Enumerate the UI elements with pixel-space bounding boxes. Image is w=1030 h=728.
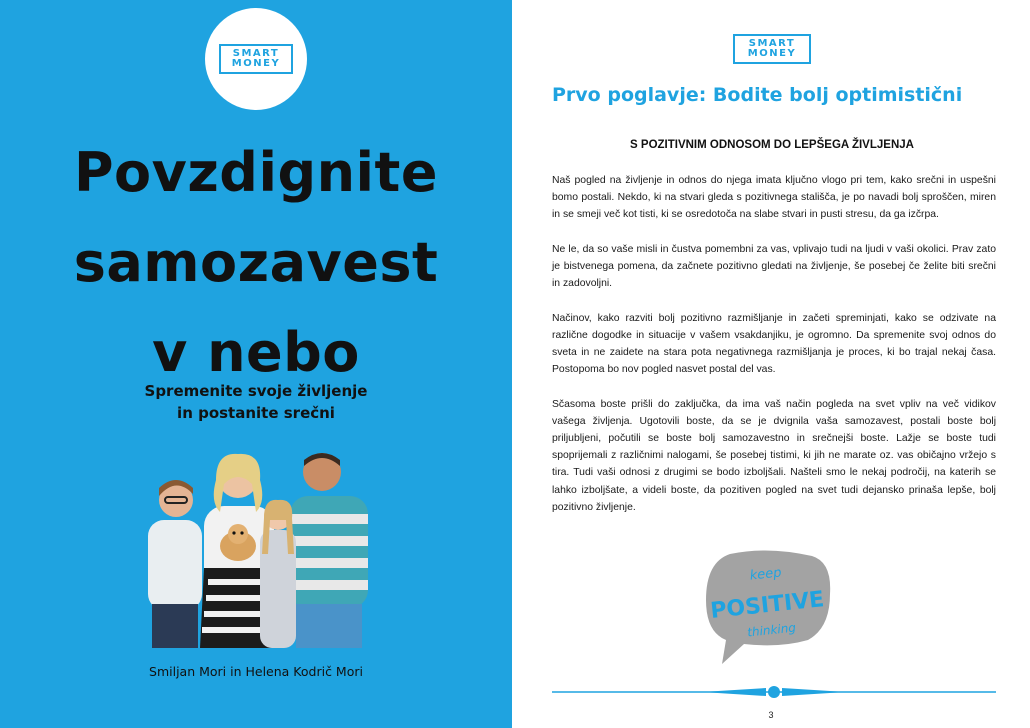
cover-title-line: samozavest [73,231,439,294]
cover-title [0,128,512,398]
smart-money-logo [219,44,293,74]
logo-line-1: SMART [232,48,280,59]
paragraph: Sčasoma boste prišli do zaključka, da ima vaš način pogleda na svet vpliv na več vidikov vašega življenja. Ugotovili boste, da se je dvignila vaša samozavest, postali boste bolj priljubljeni, počutili se boste bolj samozavestno in srečnejši boste. Lažje se boste tudi spoprijemali z različnimi nalogami, še posebej tistimi, ki jih ne marate oz. vas običajno vržejo s tira. Tudi vaši odnosi z drugimi se bodo izboljšali. Našteli smo le nekaj področij, na katerih se lahko izboljšate, a videli boste, da pozitiven pogled na svet tudi dejansko prinaša lepše, bolj pozitivno življenje. [552,398,996,513]
girl-figure [260,500,296,648]
cover-title-line: Povzdignite [73,141,438,204]
paragraph: Načinov, kako razviti bolj pozitivno razmišljanje in začeti spreminjati, kako se odzivate na različne dogodke in situacije v vašem vsakdanjiku, je ogromno. Da spremenite svoj odnos do sveta in ne zaidete na stara pota negativnega razmišljanja je proces, ki bo trajal nekaj časa. Postopoma bo nov pogled nasvet postal del vas. [552,312,996,376]
family-photo [138,448,378,648]
cover-logo-circle [205,8,307,110]
logo-line-2: MONEY [231,58,281,69]
speech-bubble-icon [700,548,836,666]
book-cover [0,0,512,728]
logo-line-2: MONEY [747,48,797,59]
smart-money-logo [733,34,811,64]
bubble-text-top: keep [749,565,783,584]
section-heading: S POZITIVNIM ODNOSOM DO LEPŠEGA ŽIVLJENJA [630,139,914,151]
bubble-text-bottom: thinking [746,620,797,640]
cover-title-line: v nebo [152,321,360,384]
boy-figure [148,480,202,648]
cover-authors: Smiljan Mori in Helena Kodrič Mori [149,664,363,679]
cover-subtitle-line: in postanite srečni [177,404,335,422]
body-text [552,172,996,516]
bubble-text-middle: POSITIVE [709,587,826,624]
page-number: 3 [768,710,774,720]
content-page [512,0,1030,728]
logo-line-1: SMART [748,38,796,49]
paragraph: Naš pogled na življenje in odnos do njega imata ključno vlogo pri tem, kako srečni in uspešni bomo postali. Nekdo, ki na stvari gleda s pozitivnega stališča, je po navadi bolj sproščen, miren in se smeji več kot tisti, ki se osredotoča na slabe stvari in pusti stresu, da ga izčrpa. [552,175,996,221]
cover-subtitle-line: Spremenite svoje življenje [144,382,368,400]
cover-subtitle [0,380,512,424]
man-figure [290,453,368,648]
chapter-title: Prvo poglavje: Bodite bolj optimistični [552,84,963,106]
ornamental-divider [552,680,996,704]
paragraph: Ne le, da so vaše misli in čustva pomembni za vas, vplivajo tudi na ljudi v vaši okolici. Prav zato je bistvenega pomena, da začnete pozitivno gledati na življenje, še posebej če želite biti srečni in zadovoljni. [552,243,996,290]
